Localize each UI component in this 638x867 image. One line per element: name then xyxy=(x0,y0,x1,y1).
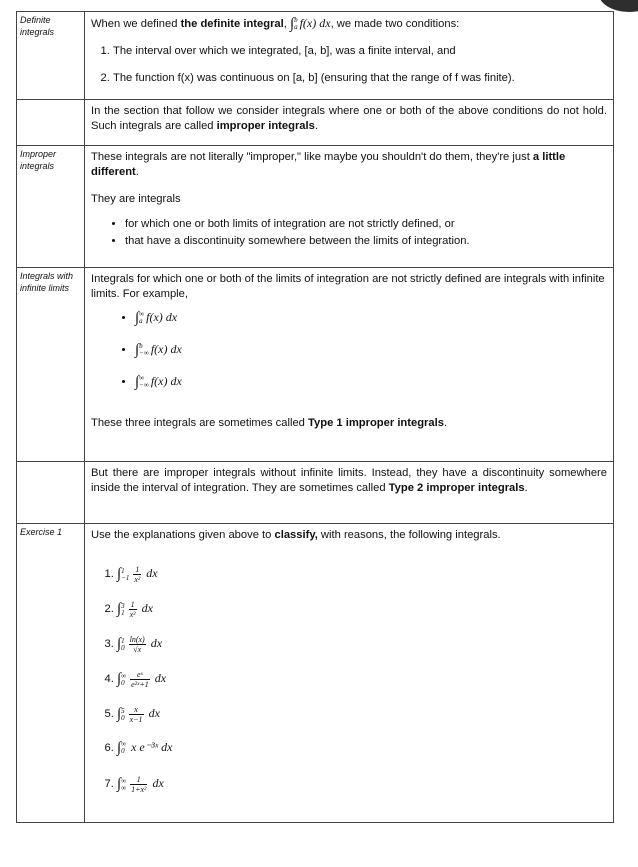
list-item: • for which one or both limits of integration are not strictly defined, or xyxy=(125,217,607,232)
row-label xyxy=(17,100,85,146)
lower-limit: ∞ xyxy=(121,783,127,792)
paragraph-text: . xyxy=(443,417,448,429)
exercise-list xyxy=(91,565,607,810)
integrand: f(x) dx xyxy=(150,342,182,356)
upper-limit: b xyxy=(139,342,143,351)
row-label: Exercise 1 xyxy=(17,524,85,823)
fraction: $\frac{\text{eˣ}}{\text{e²ˣ+1}}$ xyxy=(131,670,149,689)
paragraph-text: In the section that follow we consider integrals where one or both of the above conditions do not hold. Such integrals are called xyxy=(91,105,607,132)
table-row xyxy=(17,100,614,146)
row-content xyxy=(85,268,614,462)
row-label: Improper integrals xyxy=(17,146,85,268)
integrand-tail: dx xyxy=(149,776,164,791)
infinite-limits-text: Integrals for which one or both of the limits of integration are not strictly defined are integrals with infinite limits. For example, xyxy=(91,273,605,300)
table-row xyxy=(17,524,614,823)
paragraph-text: Use the explanations given above to xyxy=(91,529,275,541)
bold-term: a little different xyxy=(91,151,566,178)
fraction: $\frac{\ln(x)}{√x}$ xyxy=(129,635,145,654)
examples-list xyxy=(91,310,607,406)
lower-limit: 1 xyxy=(121,608,125,617)
intro-text: When we defined xyxy=(91,18,181,30)
lead-text: They are integrals xyxy=(91,193,181,205)
integrand-tail: x e⁻³ˣ dx xyxy=(128,740,173,754)
row-content xyxy=(85,462,614,524)
notes-table xyxy=(16,11,614,823)
bullet-list xyxy=(91,217,607,249)
improper-description xyxy=(91,150,607,180)
lower-limit: −∞ xyxy=(139,381,149,390)
intro-text: , we made two conditions: xyxy=(330,18,460,30)
paragraph-text: But there are improper integrals without infinite limits. Instead, they have a discontinuity somewhere inside the interval of integration. They are sometimes called xyxy=(91,467,607,494)
integrand-tail: dx xyxy=(138,601,153,616)
list-item xyxy=(117,775,607,810)
bold-term: Type 2 improper integrals xyxy=(388,482,525,494)
lower-limit: a xyxy=(139,317,143,326)
exercise-instructions xyxy=(91,528,607,543)
fraction: $\frac{x}{x-1}$ xyxy=(129,705,143,724)
list-item xyxy=(135,342,607,374)
list-item xyxy=(117,740,607,775)
definite-intro xyxy=(91,16,607,32)
paragraph-text: These integrals are not literally "improper," like maybe you shouldn't do them, they're just xyxy=(91,151,533,163)
upper-limit: ∞ xyxy=(121,740,127,749)
integral-expression: ∫ 1 0 $\frac{\ln(x)}{√x}$ dx xyxy=(117,635,163,654)
upper-limit: ∞ xyxy=(121,776,127,785)
list-item: 2. The function f(x) was continuous on [a, b] (ensuring that the range of f was finite). xyxy=(113,71,607,86)
bold-term: Type 1 improper integrals xyxy=(308,417,444,429)
row-label xyxy=(17,462,85,524)
integral-expression: ∫ b −∞ f(x) dx xyxy=(135,341,182,358)
lower-limit: 0 xyxy=(121,678,125,687)
integral-expression: ∫ 5 0 $\frac{x}{x-1}$ dx xyxy=(117,705,160,724)
list-item xyxy=(117,600,607,635)
paragraph-text: These three integrals are sometimes called xyxy=(91,417,309,429)
list-item xyxy=(135,374,607,406)
list-item xyxy=(117,705,607,740)
lower-limit: 0 xyxy=(121,713,125,722)
bold-term: classify, xyxy=(274,529,318,541)
paragraph-text: . xyxy=(524,482,528,494)
type1-closing xyxy=(91,416,607,431)
integral-expression: ∫ ∞ a f(x) dx xyxy=(135,309,178,326)
bold-term: improper integrals xyxy=(216,120,315,132)
integral-expression: ∫ ∞ 0 x e⁻³ˣ dx xyxy=(117,739,173,756)
integrand-tail: dx xyxy=(143,566,158,581)
conditions-list xyxy=(91,44,607,86)
upper-limit: 3 xyxy=(121,601,125,610)
table-row xyxy=(17,146,614,268)
integral-expression: ∫ ∞ ∞ $\frac{1}{\text{1+x²}}$ dx xyxy=(117,775,164,794)
list-item: 1. The interval over which we integrated, [a, b], was a finite interval, and xyxy=(113,44,607,59)
row-content xyxy=(85,100,614,146)
upper-limit: 1 xyxy=(121,566,125,575)
list-item xyxy=(135,310,607,342)
lower-limit: 0 xyxy=(121,747,125,756)
upper-limit: ∞ xyxy=(139,374,145,383)
definite-integral-render: ∫ b a f(x) dx xyxy=(289,15,331,32)
row-content xyxy=(85,524,614,823)
integral-expression: ∫ ∞ −∞ f(x) dx xyxy=(135,373,182,390)
integral-expression: ∫ 3 1 $\frac{1}{\text{x²}}$ dx xyxy=(117,600,153,619)
upper-limit: ∞ xyxy=(121,671,127,680)
paragraph-text: . xyxy=(314,120,318,132)
integrand: f(x) dx xyxy=(146,310,178,324)
paragraph-text: with reasons, the following integrals. xyxy=(317,529,501,541)
integrand: f(x) dx xyxy=(150,374,182,388)
integrand-tail: dx xyxy=(151,671,167,686)
lower-limit: −1 xyxy=(121,573,130,582)
table-row xyxy=(17,268,614,462)
fraction: $\frac{1}{\text{x²}}$ xyxy=(134,565,141,584)
lower-limit: 0 xyxy=(121,643,125,652)
integrand-tail: dx xyxy=(147,636,163,651)
integrand-tail: dx xyxy=(145,706,160,721)
intro-bold: the definite integral xyxy=(180,18,284,30)
upper-limit: 1 xyxy=(121,636,125,645)
row-label: Definite integrals xyxy=(17,12,85,100)
row-label: Integrals with infinite limits xyxy=(17,268,85,462)
list-item: • that have a discontinuity somewhere between the limits of integration. xyxy=(125,234,607,249)
table-row xyxy=(17,12,614,100)
paragraph-text: . xyxy=(135,166,139,178)
integral-expression: ∫ ∞ 0 $\frac{\text{eˣ}}{\text{e²ˣ+1}}$ dx xyxy=(117,670,167,689)
lower-limit: −∞ xyxy=(139,349,149,358)
list-item xyxy=(117,670,607,705)
upper-limit: 5 xyxy=(121,706,125,715)
upper-limit: ∞ xyxy=(139,310,145,319)
row-content xyxy=(85,12,614,100)
integral-expression: ∫ 1 −1 $\frac{1}{\text{x²}}$ dx xyxy=(117,565,158,584)
fraction: $\frac{1}{\text{x²}}$ xyxy=(129,600,136,619)
table-row xyxy=(17,462,614,524)
row-content xyxy=(85,146,614,268)
intro-text: , xyxy=(283,18,290,30)
list-item xyxy=(117,565,607,600)
fraction: $\frac{1}{\text{1+x²}}$ xyxy=(131,775,147,794)
list-item xyxy=(117,635,607,670)
